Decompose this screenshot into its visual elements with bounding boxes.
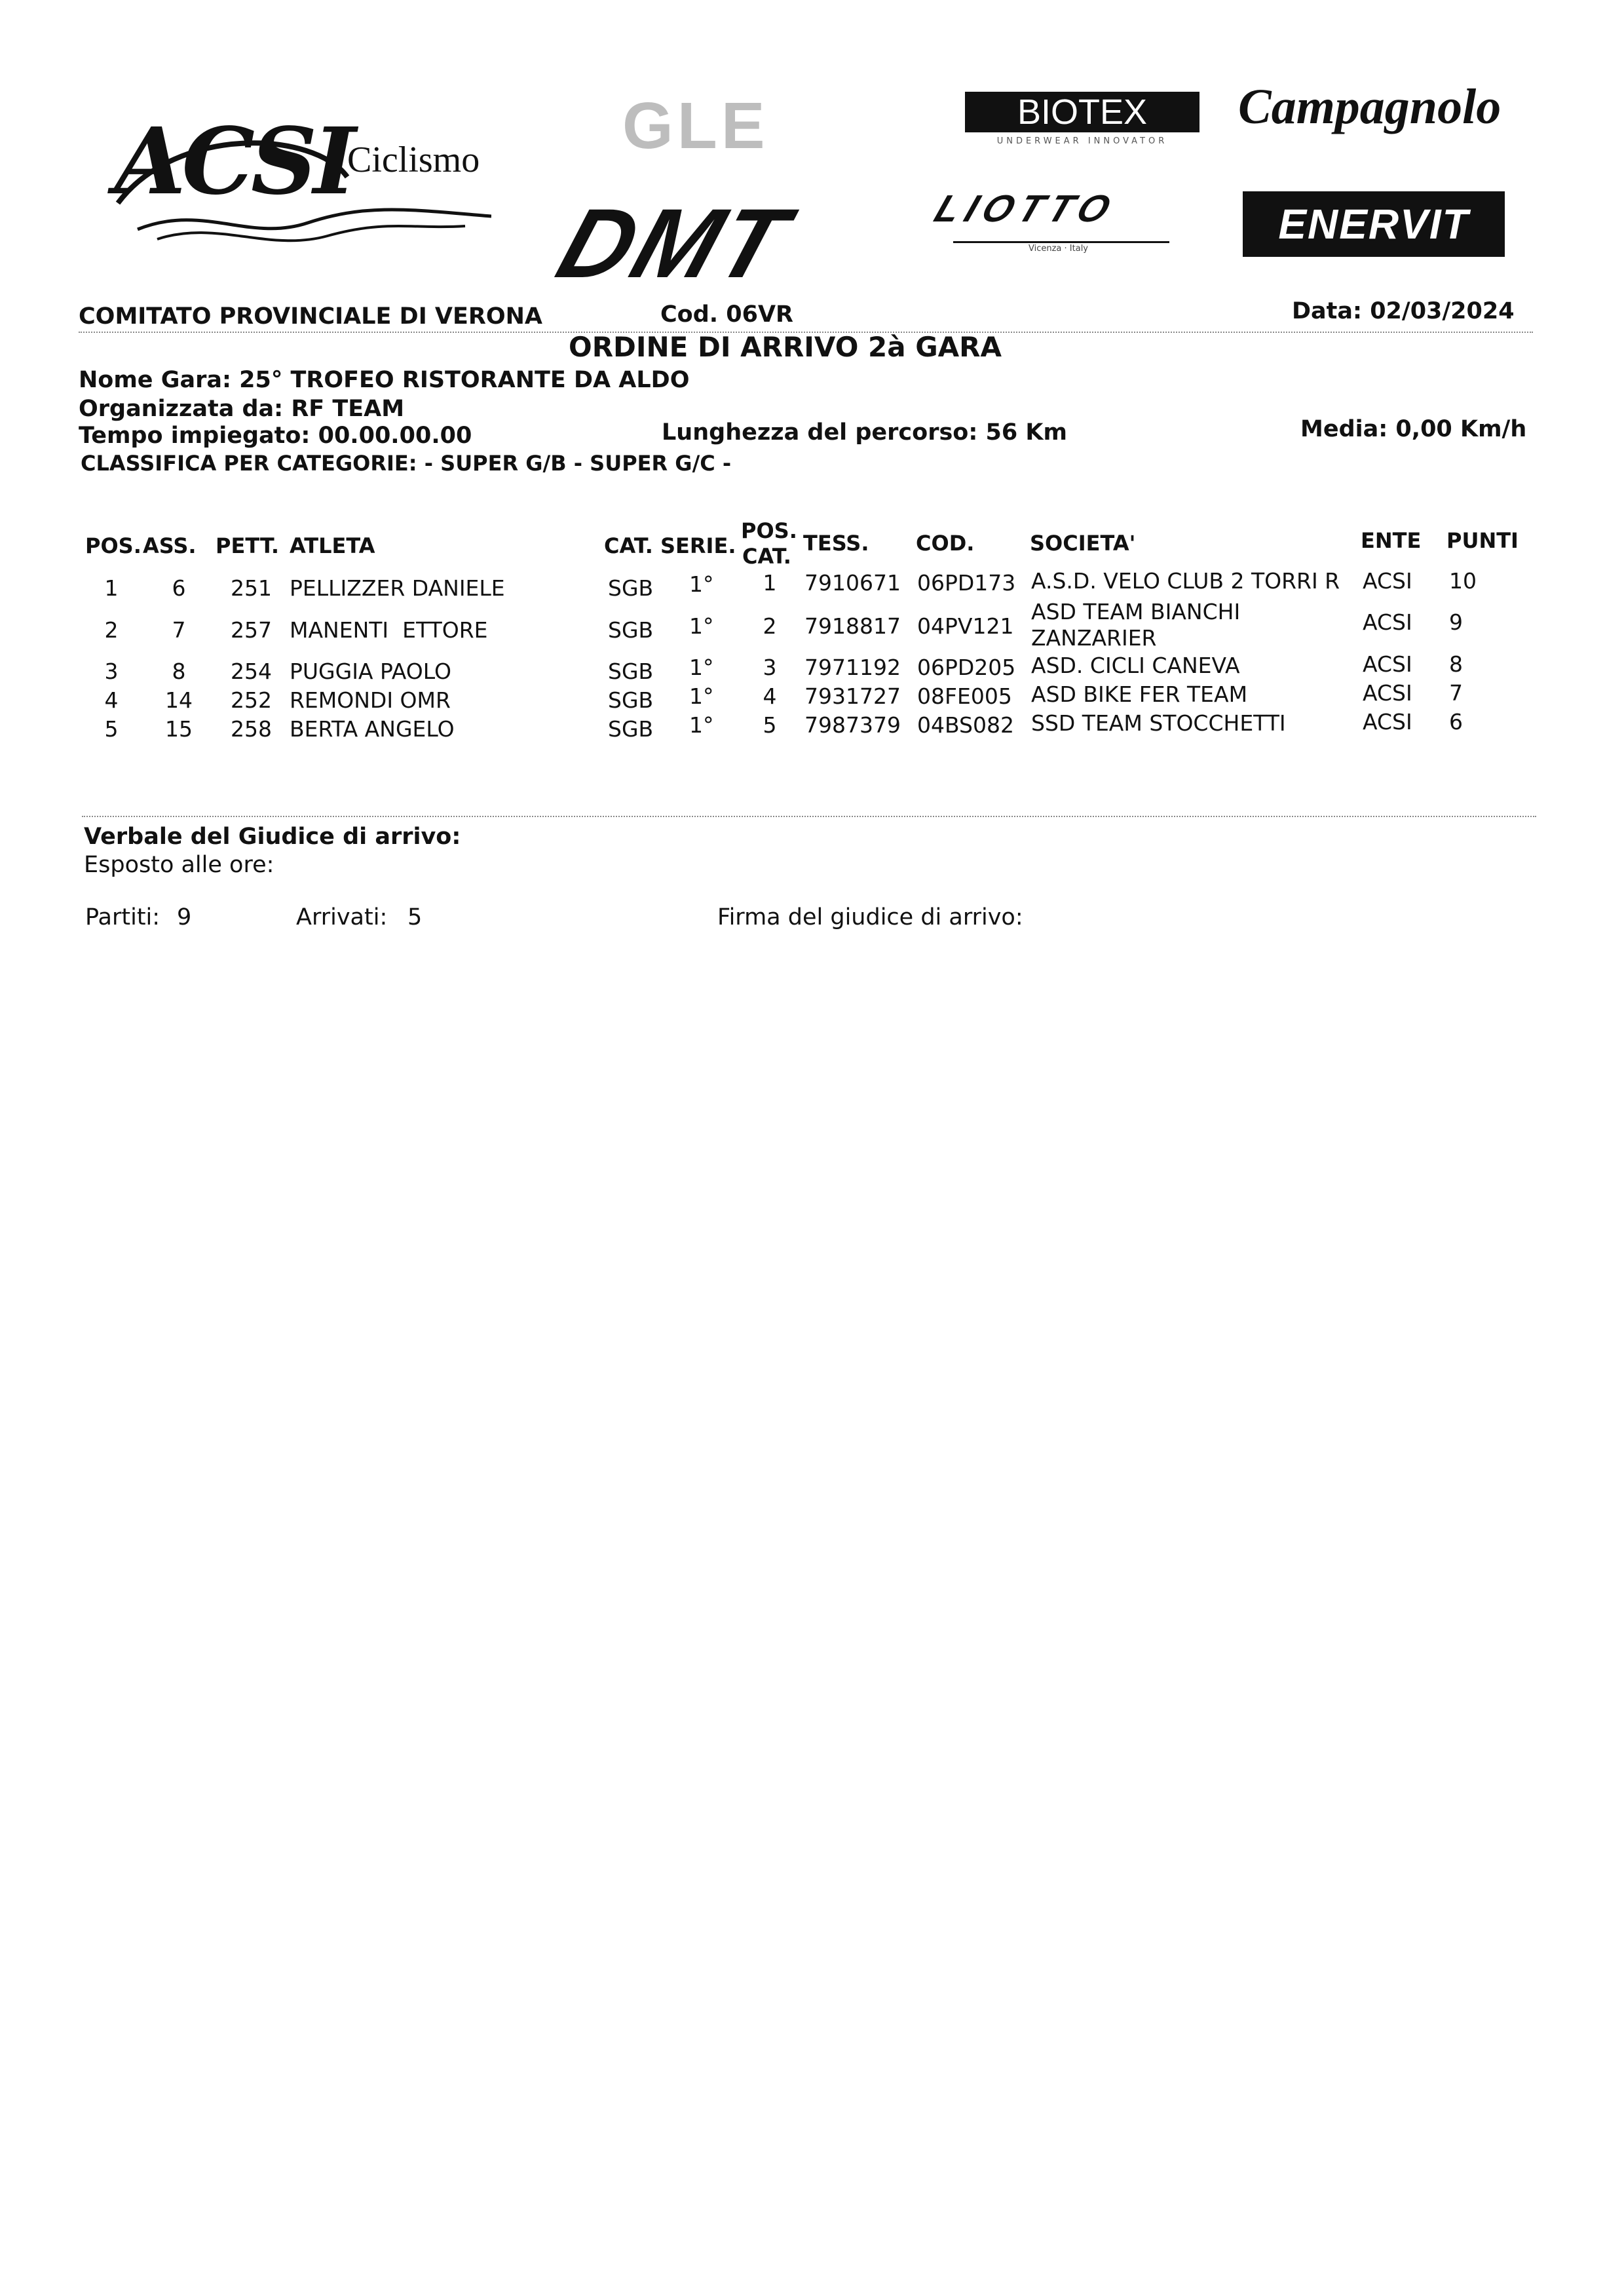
race-code: Cod. 06VR: [660, 301, 794, 328]
cell-cod: 06PD173: [917, 570, 1016, 596]
col-ass: ASS.: [143, 533, 197, 558]
cell-cod: 04BS082: [917, 712, 1014, 738]
col-pos: POS.: [85, 533, 142, 558]
cell-ente: ACSI: [1363, 568, 1412, 594]
cell-societa: SSD TEAM STOCCHETTI: [1031, 710, 1286, 736]
cell-tess: 7971192: [804, 655, 901, 680]
col-serie: SERIE.: [660, 533, 736, 558]
cell-pos: 2: [104, 617, 119, 643]
col-cat: CAT.: [604, 533, 653, 558]
enervit-logo-text: ENERVIT: [1278, 201, 1469, 248]
cell-punti: 10: [1449, 568, 1477, 594]
dmt-logo: DMT: [545, 188, 803, 298]
cell-societa: ASD BIKE FER TEAM: [1031, 681, 1248, 707]
partiti-value: 9: [177, 904, 192, 930]
cell-ass: 7: [172, 617, 186, 643]
arrivati-value: 5: [407, 904, 423, 930]
firma-label: Firma del giudice di arrivo:: [717, 904, 1023, 930]
gle-logo: GLE: [622, 89, 769, 163]
col-atleta: ATLETA: [290, 533, 375, 558]
enervit-logo: [1243, 191, 1505, 257]
cell-pett: 257: [231, 617, 272, 643]
cell-societa-line2: ZANZARIER: [1031, 625, 1157, 651]
cell-ente: ACSI: [1363, 609, 1412, 635]
cell-societa: A.S.D. VELO CLUB 2 TORRI R: [1031, 568, 1340, 594]
cell-poscat: 4: [763, 683, 777, 709]
cell-ass: 6: [172, 575, 186, 601]
cell-serie: 1°: [689, 613, 714, 639]
cell-pos: 4: [104, 687, 119, 713]
cell-poscat: 2: [763, 613, 777, 639]
race-date: Data: 02/03/2024: [1292, 298, 1515, 324]
cell-pos: 1: [104, 575, 119, 601]
liotto-rule: [953, 241, 1169, 243]
cell-pett: 258: [231, 716, 272, 742]
cell-ente: ACSI: [1363, 709, 1412, 735]
cell-ass: 15: [165, 716, 193, 742]
cell-serie: 1°: [689, 683, 714, 709]
cell-atleta: MANENTI ETTORE: [290, 617, 488, 643]
race-organizer: Organizzata da: RF TEAM: [79, 396, 405, 422]
cell-punti: 8: [1449, 651, 1463, 677]
cell-ass: 14: [165, 687, 193, 713]
campagnolo-logo: Campagnolo: [1238, 79, 1501, 134]
cell-atleta: REMONDI OMR: [290, 687, 451, 713]
cell-serie: 1°: [689, 712, 714, 738]
cell-tess: 7918817: [804, 613, 901, 639]
cell-pett: 251: [231, 575, 272, 601]
cell-tess: 7987379: [804, 712, 901, 738]
cell-ente: ACSI: [1363, 651, 1412, 677]
cell-cat: SGB: [608, 617, 654, 643]
course-length: Lunghezza del percorso: 56 Km: [662, 419, 1068, 446]
page-title: ORDINE DI ARRIVO 2à GARA: [569, 331, 1002, 363]
cell-punti: 9: [1449, 609, 1463, 635]
col-ente: ENTE: [1361, 528, 1422, 553]
cell-atleta: BERTA ANGELO: [290, 716, 455, 742]
liotto-tagline: Vicenza · Italy: [1029, 244, 1088, 254]
partiti-label: Partiti:: [85, 904, 161, 930]
col-cod: COD.: [916, 531, 975, 556]
cell-pos: 5: [104, 716, 119, 742]
cell-atleta: PELLIZZER DANIELE: [290, 575, 505, 601]
liotto-logo: LIOTTO: [929, 187, 1123, 230]
footer-rule: [82, 816, 1536, 817]
col-poscat-top: POS.: [741, 518, 797, 543]
biotex-tagline: UNDERWEAR INNOVATOR: [996, 136, 1168, 146]
col-societa: SOCIETA': [1030, 531, 1136, 556]
biotex-logo: BIOTEX: [965, 92, 1199, 132]
race-name: Nome Gara: 25° TROFEO RISTORANTE DA ALDO: [79, 367, 690, 393]
col-punti: PUNTI: [1446, 528, 1519, 553]
cell-tess: 7931727: [804, 683, 901, 709]
cell-tess: 7910671: [804, 570, 901, 596]
cell-cat: SGB: [608, 575, 654, 601]
cell-poscat: 1: [763, 570, 777, 596]
race-time: Tempo impiegato: 00.00.00.00: [79, 423, 472, 449]
arrivati-label: Arrivati:: [296, 904, 388, 930]
cell-cod: 04PV121: [917, 613, 1014, 639]
col-tess: TESS.: [803, 531, 869, 556]
cell-pett: 252: [231, 687, 272, 713]
committee-name: COMITATO PROVINCIALE DI VERONA: [79, 303, 542, 330]
cell-cod: 06PD205: [917, 655, 1016, 680]
cell-cat: SGB: [608, 687, 654, 713]
cell-societa: ASD TEAM BIANCHI: [1031, 599, 1241, 624]
acsi-logo-word: ACSI: [115, 108, 352, 216]
cell-pos: 3: [104, 659, 119, 684]
cell-punti: 7: [1449, 680, 1463, 706]
col-poscat-bottom: CAT.: [742, 544, 791, 569]
cell-atleta: PUGGIA PAOLO: [290, 659, 451, 684]
col-pett: PETT.: [216, 533, 279, 558]
cell-cat: SGB: [608, 716, 654, 742]
acsi-logo-subtitle: Ciclismo: [347, 140, 480, 180]
verbale-heading: Verbale del Giudice di arrivo:: [84, 824, 461, 850]
cell-societa: ASD. CICLI CANEVA: [1031, 653, 1240, 678]
cell-cat: SGB: [608, 659, 654, 684]
cell-punti: 6: [1449, 709, 1463, 735]
classification: CLASSIFICA PER CATEGORIE: - SUPER G/B - SUPER G/C -: [81, 451, 732, 476]
esposto-label: Esposto alle ore:: [84, 852, 274, 878]
cell-poscat: 5: [763, 712, 777, 738]
cell-pett: 254: [231, 659, 272, 684]
cell-serie: 1°: [689, 655, 714, 680]
cell-cod: 08FE005: [917, 683, 1012, 709]
cell-ass: 8: [172, 659, 186, 684]
cell-serie: 1°: [689, 571, 714, 597]
average-speed: Media: 0,00 Km/h: [1300, 416, 1527, 442]
cell-ente: ACSI: [1363, 680, 1412, 706]
cell-poscat: 3: [763, 655, 777, 680]
